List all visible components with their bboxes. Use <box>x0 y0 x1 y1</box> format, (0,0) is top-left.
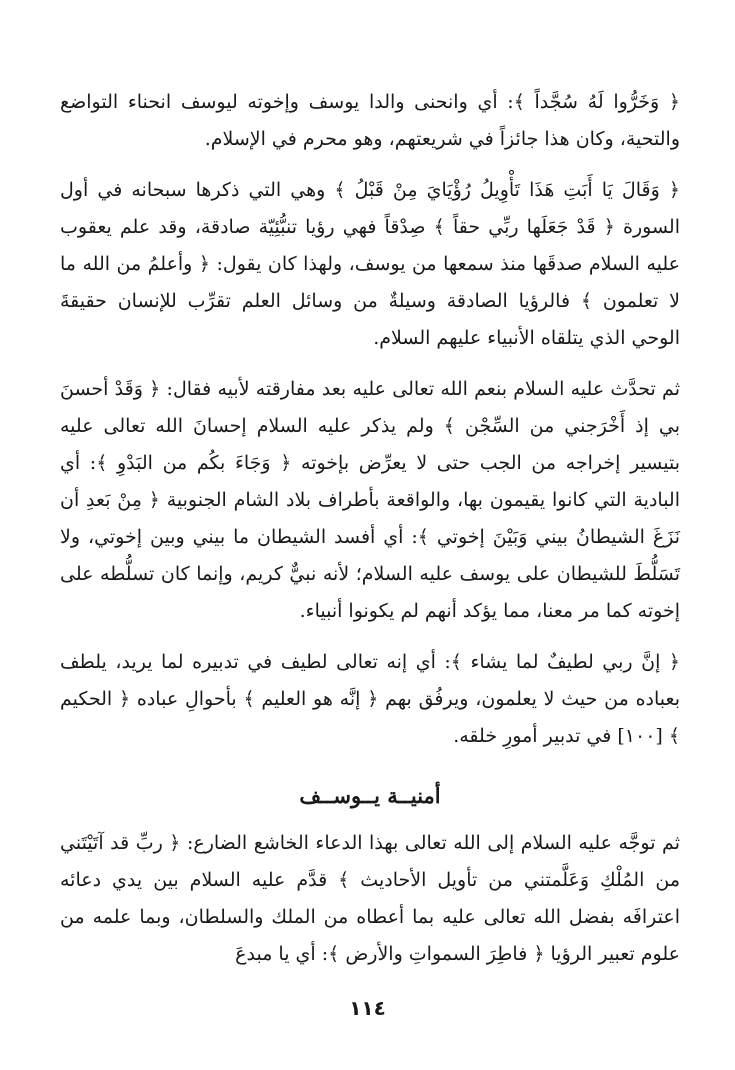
paragraph-dream-interpretation: ﴿ وَقَالَ يَا أَبَتِ هَذَا تَأْوِيلُ رُؤْيَايَ مِنْ قَبْلُ ﴾ وهي التي ذكرها سبحانه في أول السورة ﴿ قَدْ جَعَلَها ربِّي حقاً ﴾ صِدْقاً فهي رؤيا تنبُّئِيّة صادقة، وقد علم يعقوب عليه السلام صدقَها منذ سمعها من يوسف، ولهذا كان يقول: ﴿ وأعلمُ من الله ما لا تعلمون ﴾ فالرؤيا الصادقة وسيلةٌ من وسائل العلم تقرِّب للإنسان حقيقةَ الوحي الذي يتلقاه الأنبياء عليهم السلام. <box>60 179 680 349</box>
page-number: ١١٤ <box>349 996 386 1020</box>
section-heading: أمنيــة يــوســف <box>299 783 441 808</box>
paragraph-gentle-lord: ﴿ إنَّ ربي لطيفٌ لما يشاء ﴾: أي إنه تعالى لطيف في تدبيره لما يريد، يلطف بعباده من حيث لا يعلمون، ويرفُق بهم ﴿ إنَّه هو العليم ﴾ بأحوالِ عباده ﴿ الحكيم ﴾ [١٠٠] في تدبير أمورِ خلقه. <box>60 651 680 747</box>
paragraph-supplication: ثم توجَّه عليه السلام إلى الله تعالى بهذا الدعاء الخاشع الضارع: ﴿ ربِّ قد آتَيْتَني من المُلْكِ وَعَلَّمتني من تأويل الأحاديث ﴾ قدَّم عليه السلام بين يدي دعائه اعترافَه بفضل الله تعالى عليه بما أعطاه من الملك والسلطان، وبما علمه من علوم تعبير الرؤيا ﴿ فاطِرَ السمواتِ والأرض ﴾: أي يا مبدعَ <box>60 832 680 965</box>
page-body <box>60 84 680 973</box>
paragraph-prostration: ﴿ وَخَرُّوا لَهُ سُجَّداً ﴾: أي وانحنى والدا يوسف وإخوته ليوسف انحناء التواضع والتحية، وكان هذا جائزاً في شريعتهم، وهو محرم في الإسلام. <box>60 91 680 150</box>
paragraph-blessings: ثم تحدَّث عليه السلام بنعم الله تعالى عليه بعد مفارقته لأبيه فقال: ﴿ وَقَدْ أحسنَ بي إذ أَخْرَجني من السِّجْن ﴾ ولم يذكر عليه السلام إحسانَ الله تعالى عليه بتيسير إخراجه من الجب حتى لا يعرِّض بإخوته ﴿ وَجَاءَ بكُم من البَدْوِ ﴾: أي البادية التي كانوا يقيمون بها، والواقعة بأطراف بلاد الشام الجنوبية ﴿ مِنْ بَعدِ أن نَزَغَ الشيطانُ بيني وَبَيْنَ إخوتي ﴾: أي أفسد الشيطان ما بيني وبين إخوتي، ولا تَسَلُّطَ للشيطان على يوسف عليه السلام؛ لأنه نبيٌّ كريم، وإنما كان تسلُّطه على إخوته كما مر معنا، مما يؤكد أنهم لم يكونوا أنبياء. <box>60 378 680 622</box>
